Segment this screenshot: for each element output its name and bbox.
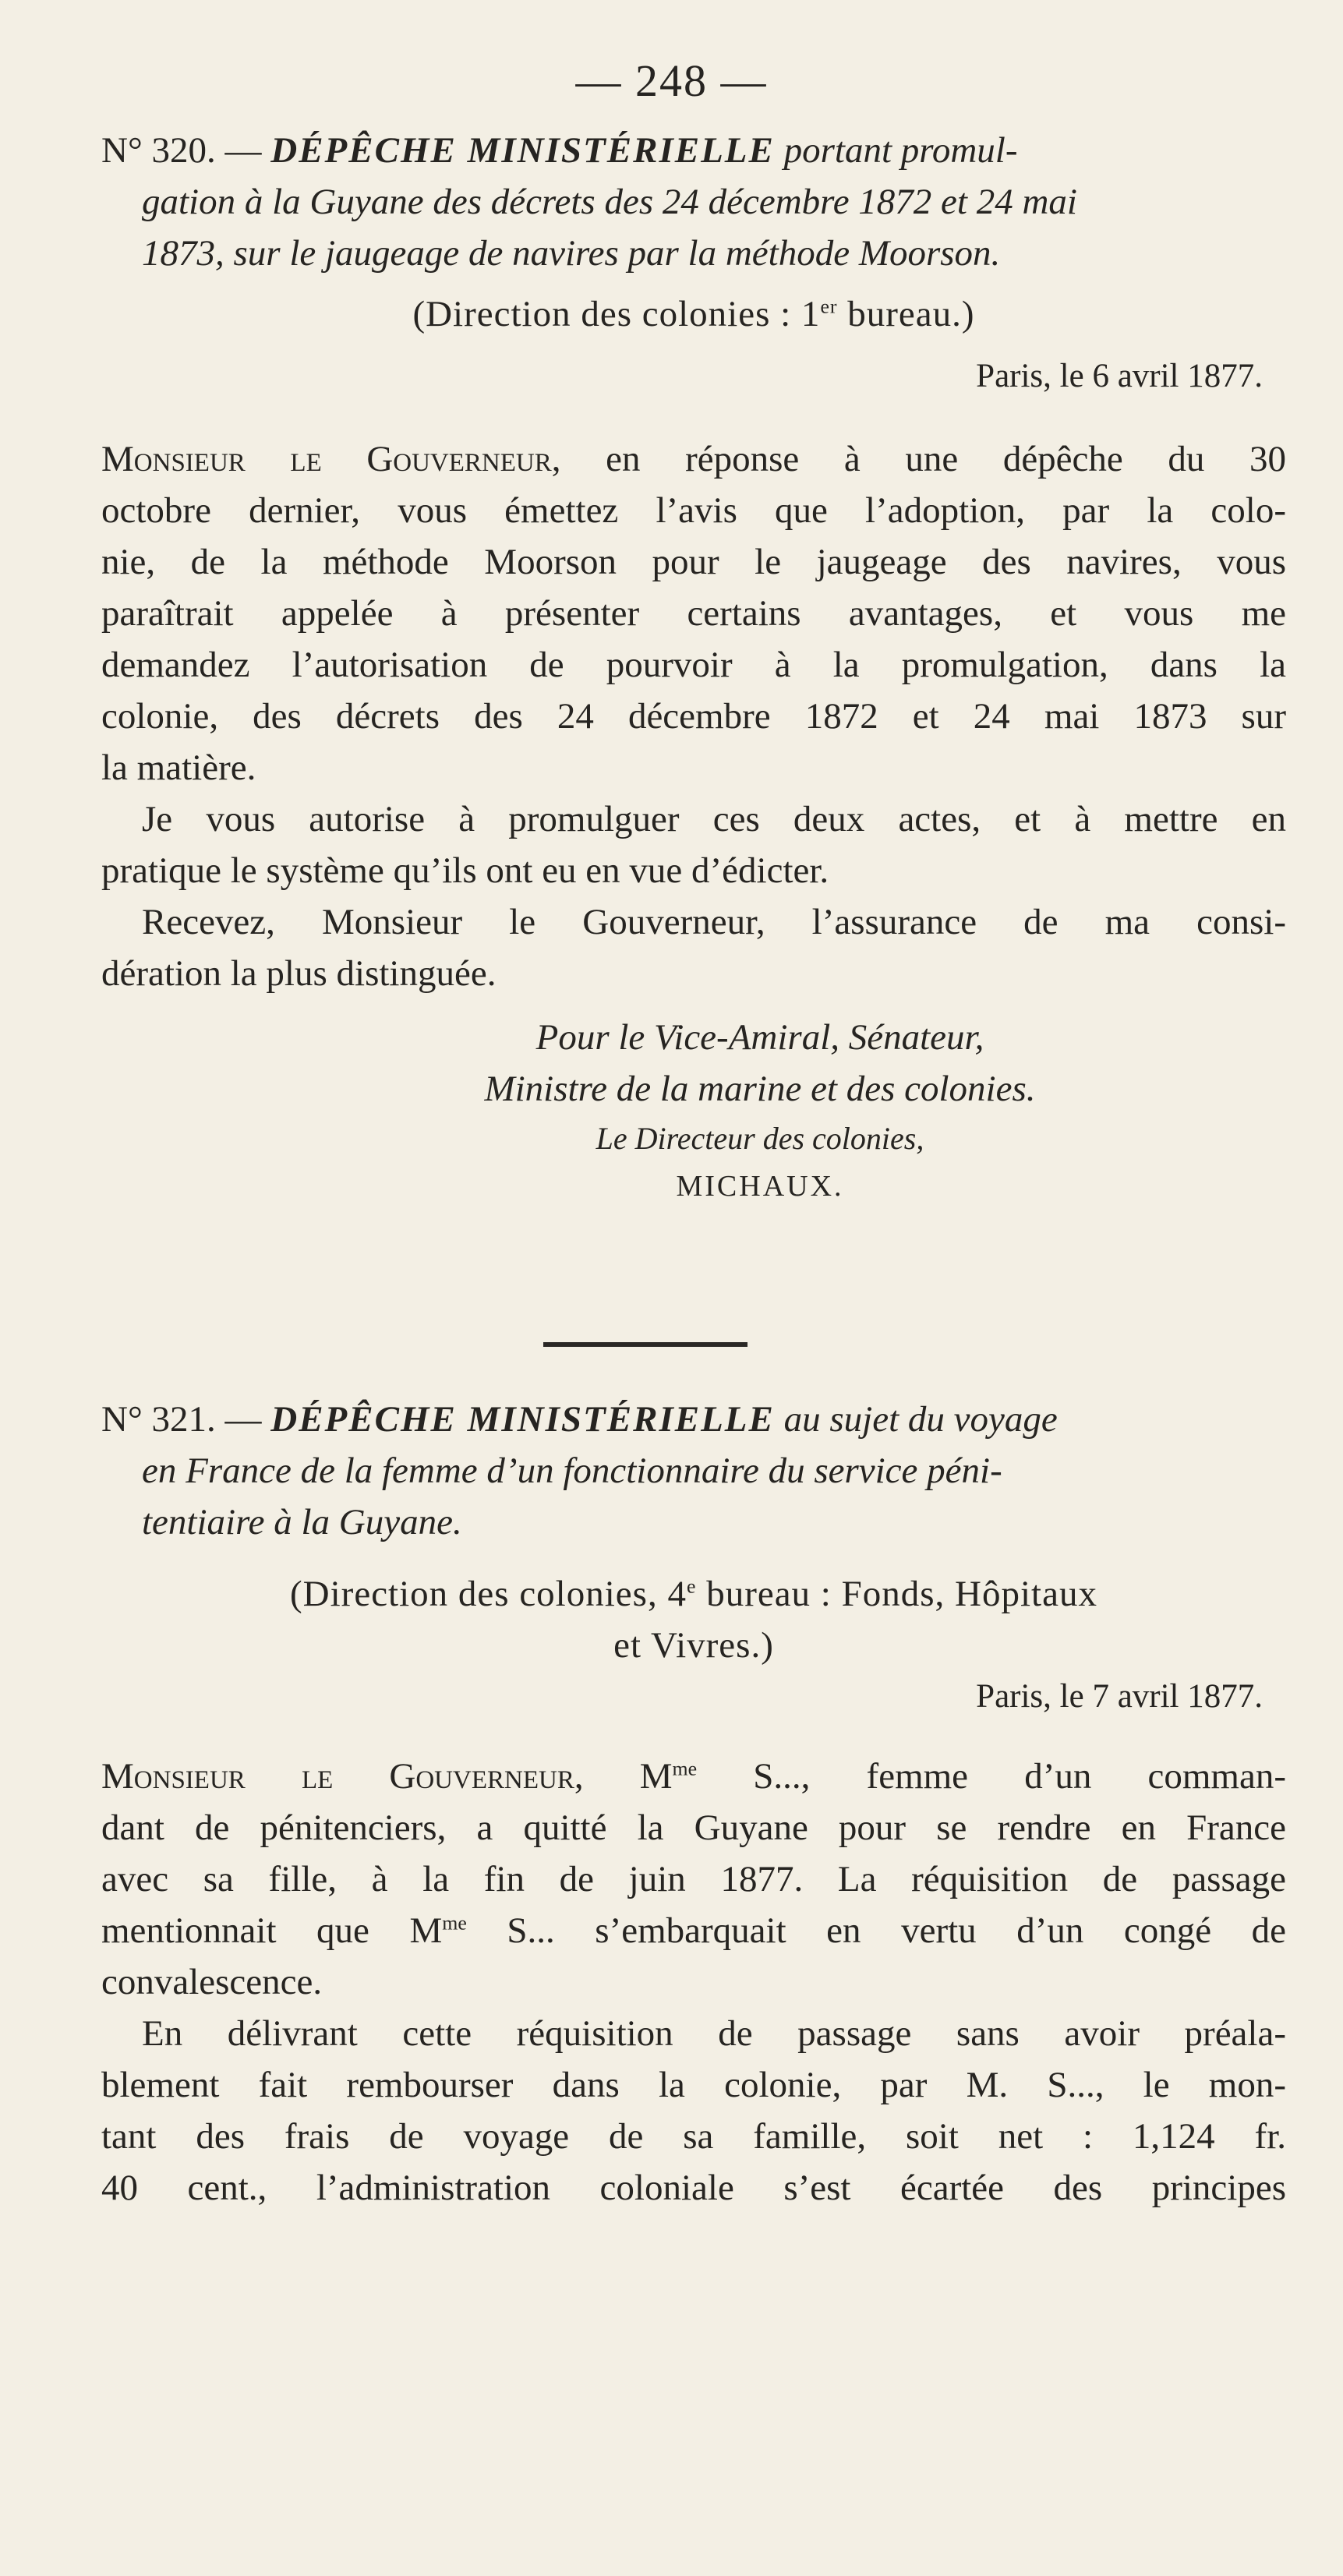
- signature-line-2: Ministre de la marine et des colonies.: [484, 1069, 1036, 1109]
- dispatch-321-dateline: Paris, le 7 avril 1877.: [976, 1678, 1263, 1715]
- dispatch-320-paragraph-2: Je vous autorise à promulguer ces deux actes, et à mettre en pratique le système qu’ils ont eu en vue d’édicter.: [101, 799, 1286, 891]
- dispatch-321-direction-line2: et Vivres.): [613, 1625, 774, 1666]
- dispatch-320: [101, 125, 1286, 1210]
- signature-line-1: Pour le Vice-Amiral, Sénateur,: [535, 1017, 984, 1058]
- dispatch-321-paragraph-2: En délivrant cette réquisition de passage sans avoir préala- blement fait rembourser dans la colonie, par M. S..., le mon- tant des frais de voyage de sa famille, soit net : 1,124 fr. 40 cent., l’administration coloniale s’est écartée des principes: [101, 2013, 1286, 2208]
- dispatch-320-subject-line3: 1873, sur le jaugeage de navires par la méthode Moorson.: [142, 233, 1001, 274]
- dispatch-320-subject-line2: gation à la Guyane des décrets des 24 décembre 1872 et 24 mai: [142, 182, 1077, 222]
- dispatch-321-title: DÉPÊCHE MINISTÉRIELLE: [270, 1399, 775, 1440]
- dispatch-321-subject-line2: en France de la femme d’un fonctionnaire du service péni-: [142, 1451, 1002, 1491]
- dispatch-320-dateline: Paris, le 6 avril 1877.: [976, 358, 1263, 394]
- dispatch-320-direction: (Direction des colonies : 1er bureau.): [412, 294, 975, 334]
- signature-line-3: Le Directeur des colonies,: [596, 1121, 924, 1156]
- salutation: Monsieur le Gouverneur: [101, 439, 552, 479]
- dispatch-320-subject-start: portant promul-: [783, 130, 1018, 171]
- section-divider: [543, 1342, 747, 1347]
- dispatch-320-signature: [101, 1012, 1286, 1210]
- dispatch-320-number: N° 320. —: [101, 130, 262, 171]
- dispatch-320-title: DÉPÊCHE MINISTÉRIELLE: [270, 130, 775, 171]
- dispatch-320-paragraph-3: Recevez, Monsieur le Gouverneur, l’assurance de ma consi- dération la plus distinguée.: [101, 902, 1286, 994]
- dispatch-321-paragraph-1: Monsieur le Gouverneur, $M^{me}$ S..., femme d’un comman- dant de pénitenciers, a quitté la Guyane pour se rendre en France avec sa fille, à la fin de juin 1877. La réquisition de passage mentionnait que $M^{me}$ S... s’embarquait en vertu d’un congé de convalescence.: [101, 1756, 1286, 2002]
- dispatch-320-heading: [101, 125, 1286, 279]
- dispatch-321-subject-start: au sujet du voyage: [783, 1399, 1058, 1440]
- page-number: — 248 —: [575, 55, 768, 106]
- dispatch-321-heading: [101, 1394, 1286, 1548]
- dispatch-321: [101, 1394, 1286, 2214]
- signature-name: MICHAUX.: [676, 1170, 844, 1203]
- dispatch-321-subject-line3: tentiaire à la Guyane.: [142, 1502, 462, 1542]
- dispatch-321-direction: (Direction des colonies, 4e bureau : Fonds, Hôpitaux: [290, 1574, 1097, 1614]
- salutation: Monsieur le Gouverneur: [101, 1756, 574, 1797]
- dispatch-321-number: N° 321. —: [101, 1399, 262, 1440]
- dispatch-320-paragraph-1: Monsieur le Gouverneur, en réponse à une dépêche du 30 octobre dernier, vous émettez l’avis que l’adoption, par la colo- nie, de la méthode Moorson pour le jaugeage des navires, vous paraîtrait appelée à présenter certains avantages, et vous me demandez l’autorisation de pourvoir à la promulgation, dans la colonie, des décrets des 24 décembre 1872 et 24 mai 1873 sur la matière.: [101, 439, 1286, 788]
